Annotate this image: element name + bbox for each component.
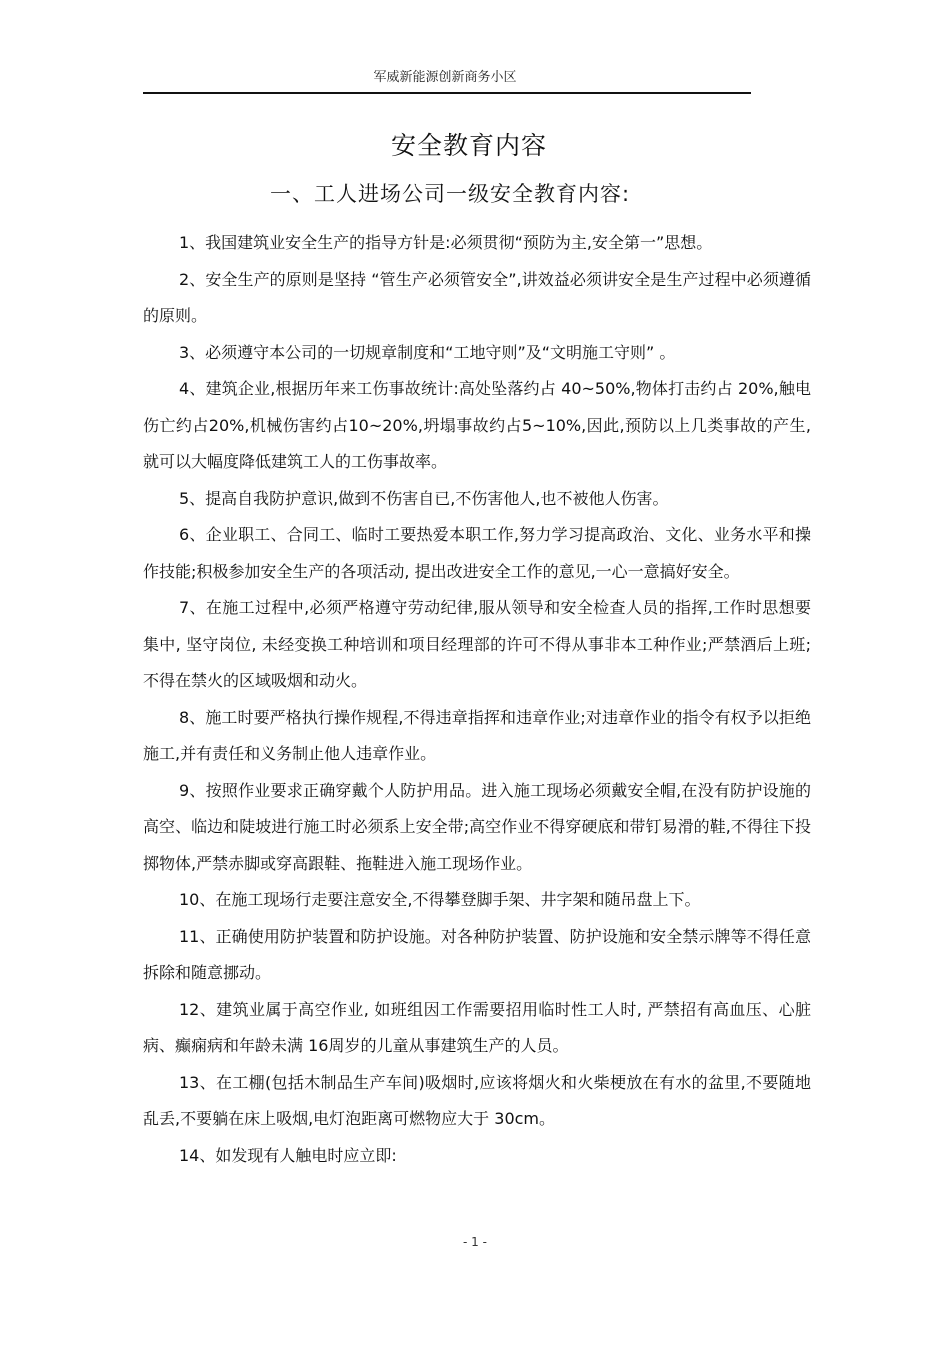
page-number: - 1 - bbox=[463, 1235, 487, 1249]
paragraph-4: 4、建筑企业,根据历年来工伤事故统计:高处坠落约占 40~50%,物体打击约占 20%,触电伤亡约占20%,机械伤害约占10~20%,坍塌事故约占5~10%,因此,预防以上几类事故的产生,就可以大幅度降低建筑工人的工伤事故率。 bbox=[143, 379, 811, 471]
paragraph-5: 5、提高自我防护意识,做到不伤害自已,不伤害他人,也不被他人伤害。 bbox=[179, 488, 669, 508]
paragraph-6: 6、企业职工、合同工、临时工要热爱本职工作,努力学习提高政治、文化、业务水平和操作技能;积极参加安全生产的各项活动, 提出改进安全工作的意见,一心一意搞好安全。 bbox=[143, 525, 811, 581]
paragraph-11: 11、正确使用防护装置和防护设施。对各种防护装置、防护设施和安全禁示牌等不得任意拆除和随意挪动。 bbox=[143, 926, 811, 982]
paragraph-12: 12、建筑业属于高空作业, 如班组因工作需要招用临时性工人时, 严禁招有高血压、心脏病、癫痫病和年龄未满 16周岁的儿童从事建筑生产的人员。 bbox=[143, 999, 811, 1055]
paragraph-1: 1、我国建筑业安全生产的指导方针是:必须贯彻“预防为主,安全第一”思想。 bbox=[179, 233, 713, 252]
body-text bbox=[143, 225, 811, 1174]
document-title: 安全教育内容 bbox=[390, 131, 547, 160]
paragraph-7: 7、在施工过程中,必须严格遵守劳动纪律,服从领导和安全检查人员的指挥,工作时思想要集中, 坚守岗位, 未经变换工种培训和项目经理部的许可不得从事非本工种作业;严禁酒后上班;不得在禁火的区域吸烟和动火。 bbox=[143, 598, 811, 690]
paragraph-10: 10、在施工现场行走要注意安全,不得攀登脚手架、井字架和随吊盘上下。 bbox=[179, 890, 701, 909]
header-rule bbox=[143, 92, 751, 94]
paragraph-2: 2、安全生产的原则是坚持 “管生产必须管安全”,讲效益必须讲安全是生产过程中必须遵循的原则。 bbox=[143, 269, 811, 325]
running-header: 军威新能源创新商务小区 bbox=[373, 70, 517, 85]
paragraph-8: 8、施工时要严格执行操作规程,不得违章指挥和违章作业;对违章作业的指令有权予以拒绝施工,并有责任和义务制止他人违章作业。 bbox=[143, 707, 811, 763]
section-heading: 一、工人进场公司一级安全教育内容: bbox=[270, 182, 631, 206]
paragraph-13: 13、在工棚(包括木制品生产车间)吸烟时,应该将烟火和火柴梗放在有水的盆里,不要随地乱丢,不要躺在床上吸烟,电灯泡距离可燃物应大于 30cm。 bbox=[143, 1072, 811, 1128]
paragraph-14: 14、如发现有人触电时应立即: bbox=[179, 1145, 397, 1165]
paragraph-3: 3、必须遵守本公司的一切规章制度和“工地守则”及“文明施工守则” 。 bbox=[179, 342, 676, 362]
paragraph-9: 9、按照作业要求正确穿戴个人防护用品。进入施工现场必须戴安全帽,在没有防护设施的高空、临边和陡坡进行施工时必须系上安全带;高空作业不得穿硬底和带钉易滑的鞋,不得往下投掷物体,严禁赤脚或穿高跟鞋、拖鞋进入施工现场作业。 bbox=[143, 780, 811, 873]
